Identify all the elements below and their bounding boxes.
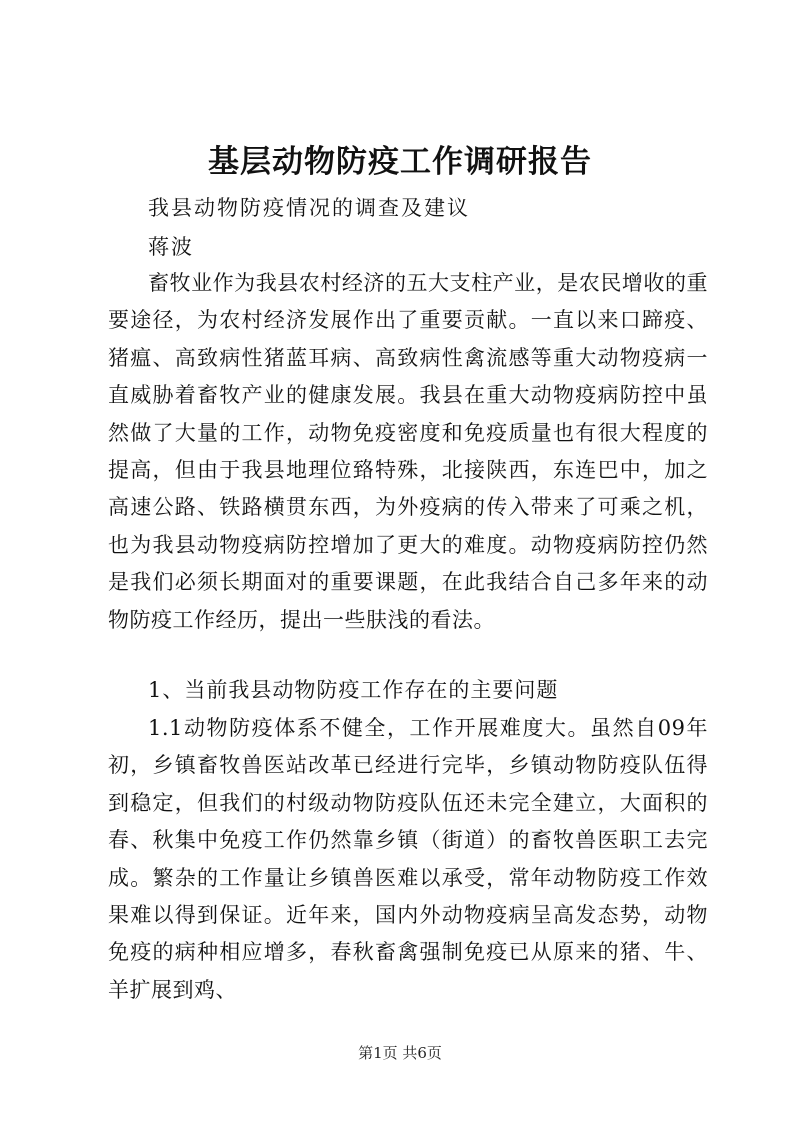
document-subtitle: 我县动物防疫情况的调查及建议 bbox=[148, 196, 470, 220]
body-paragraph: 1.1动物防疫体系不健全，工作开展难度大。虽然自09年初，乡镇畜牧兽医站改革已经进行完毕，乡镇动物防疫队伍得到稳定，但我们的村级动物防疫队伍还未完全建立，大面积的春、秋集中免疫工作仍然靠乡镇（街道）的畜牧兽医职工去完成。繁杂的工作量让乡镇兽医难以承受，常年动物防疫工作效果难以得到保证。近年来，国内外动物疫病呈高发态势，动物免疫的病种相应增多，春秋畜禽强制免疫已从原来的猪、牛、羊扩展到鸡、 bbox=[108, 716, 708, 1002]
page-footer: 第1页 共6页 bbox=[358, 1044, 442, 1062]
document-title: 基层动物防疫工作调研报告 bbox=[208, 144, 592, 180]
body-paragraph: 畜牧业作为我县农村经济的五大支柱产业，是农民增收的重要途径，为农村经济发展作出了重要贡献。一直以来口蹄疫、猪瘟、高致病性猪蓝耳病、高致病性禽流感等重大动物疫病一直威胁着畜牧产业的健康发展。我县在重大动物疫病防控中虽然做了大量的工作，动物免疫密度和免疫质量也有很大程度的提高，但由于我县地理位臵特殊，北接陕西，东连巴中，加之高速公路、铁路横贯东西，为外疫病的传入带来了可乘之机，也为我县动物疫病防控增加了更大的难度。动物疫病防控仍然是我们必须长期面对的重要课题，在此我结合自己多年来的动物防疫工作经历，提出一些肤浅的看法。 bbox=[108, 271, 708, 632]
section-heading: 1、当前我县动物防疫工作存在的主要问题 bbox=[148, 678, 559, 702]
document-author: 蒋波 bbox=[148, 235, 194, 259]
